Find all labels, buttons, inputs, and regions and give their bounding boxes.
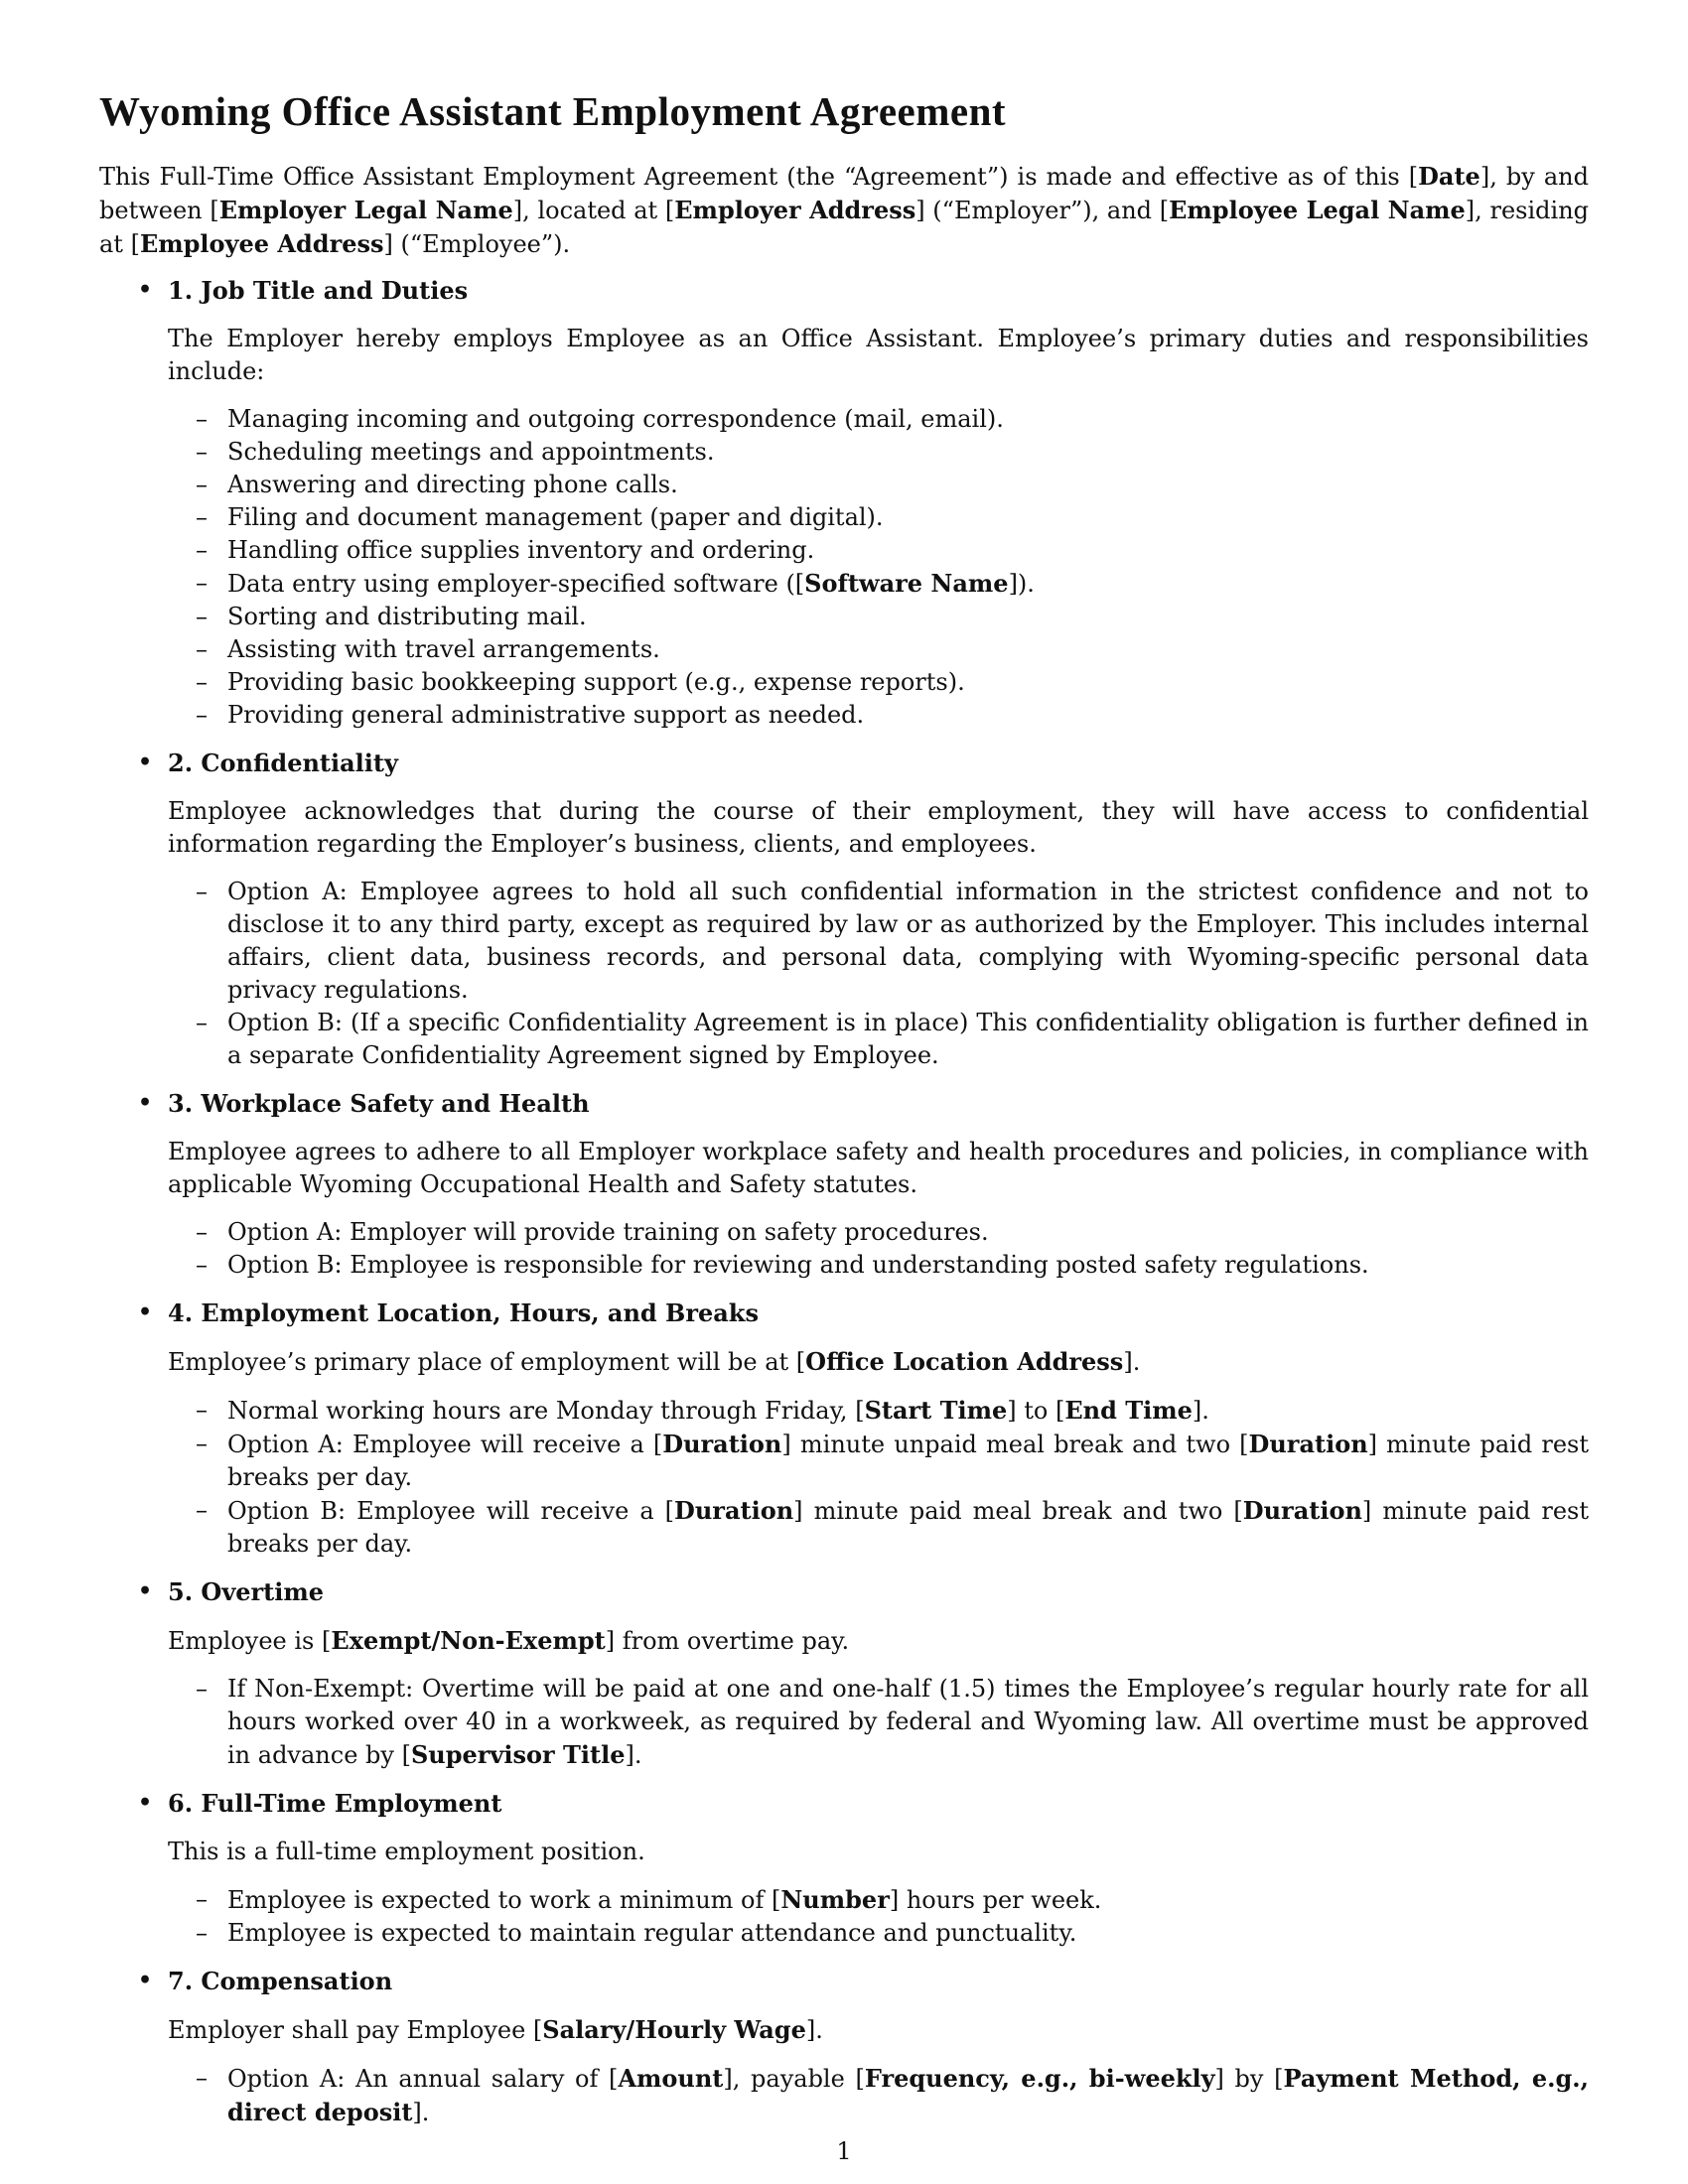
dash-icon: – (196, 701, 208, 729)
list-item (168, 1428, 1589, 1494)
section-title (138, 274, 1589, 307)
text-run: Managing incoming and outgoing correspondence (mail, email). (227, 405, 1004, 433)
section-title (138, 1965, 1589, 1997)
dash-icon: – (196, 1675, 208, 1703)
text-run: If Non-Exempt: Overtime will be paid at one and one-half (1.5) times the Employee’s regular hourly rate for all hours worked over 40 in a workweek, as required by federal and Wyoming law. All overtime must be approved in advance by [ (227, 1675, 1589, 1769)
sub-item-list (168, 1673, 1589, 1772)
placeholder-field: Exempt/Non-Exempt (331, 1626, 606, 1655)
text-run: This Full-Time Office Assistant Employment Agreement (the “Agreement”) is made and effective as of this [ (99, 163, 1419, 191)
placeholder-field: Employee Address (139, 229, 384, 258)
text-run: Employee is expected to maintain regular attendance and punctuality. (227, 1919, 1077, 1947)
text-run: Employee’s primary place of employment will be at [ (168, 1348, 806, 1376)
list-item (168, 534, 1589, 567)
text-run: Employee agrees to adhere to all Employer workplace safety and health procedures and policies, in compliance with applicable Wyoming Occupational Health and Safety statutes. (168, 1138, 1589, 1198)
dash-icon: – (196, 1251, 208, 1279)
text-run: Option B: Employee will receive a [ (227, 1497, 675, 1525)
section (99, 1787, 1589, 1950)
list-item (168, 501, 1589, 534)
sub-item-list (168, 1216, 1589, 1282)
placeholder-field: Duration (662, 1430, 782, 1458)
section-paragraph (168, 1345, 1589, 1379)
section-title-text: 5. Overtime (168, 1577, 325, 1606)
page-number: 1 (836, 2137, 852, 2165)
section-title (138, 1087, 1589, 1120)
dash-icon: – (196, 405, 208, 433)
text-run: ] minute paid rest breaks per day. (227, 1431, 1589, 1491)
section-title-text: 7. Compensation (168, 1967, 393, 1995)
text-run: ] minute paid rest breaks per day. (227, 1497, 1589, 1558)
list-item (168, 2062, 1589, 2129)
list-item (168, 1249, 1589, 1282)
dash-icon: – (196, 603, 208, 630)
sub-item-list (168, 876, 1589, 1072)
list-item (168, 567, 1589, 601)
sub-item-list (168, 1883, 1589, 1950)
placeholder-field: Start Time (864, 1396, 1008, 1425)
section-paragraph (168, 323, 1589, 388)
list-item (168, 601, 1589, 633)
text-run: Option B: (If a specific Confidentiality Agreement is in place) This confidentiality obligation is further defined in a separate Confidentiality Agreement signed by Employee. (227, 1009, 1589, 1069)
placeholder-field: Number (780, 1885, 890, 1914)
sub-item-list (168, 1394, 1589, 1561)
section-paragraph (168, 2013, 1589, 2047)
dash-icon: – (196, 1396, 208, 1424)
dash-icon: – (196, 471, 208, 498)
dash-icon: – (196, 569, 208, 597)
section-title (138, 1297, 1589, 1329)
dash-icon: – (196, 503, 208, 531)
list-item (168, 633, 1589, 666)
dash-icon: – (196, 1919, 208, 1947)
bullet-icon: • (138, 1790, 153, 1816)
dash-icon: – (196, 1430, 208, 1457)
section-title-text: 2. Confidentiality (168, 749, 398, 777)
list-item (168, 1883, 1589, 1917)
dash-icon: – (196, 1885, 208, 1913)
placeholder-field: Duration (674, 1496, 794, 1525)
section-paragraph (168, 1624, 1589, 1658)
bullet-icon: • (138, 1090, 153, 1116)
placeholder-field: Date (1418, 162, 1480, 191)
placeholder-field: Duration (1242, 1496, 1362, 1525)
list-item (168, 1494, 1589, 1561)
text-run: Answering and directing phone calls. (227, 471, 678, 498)
text-run: Filing and document management (paper and digital). (227, 503, 884, 531)
text-run: ] to [ (1007, 1397, 1065, 1425)
dash-icon: – (196, 1009, 208, 1036)
text-run: Option A: Employee agrees to hold all such confidential information in the strictest confidence and not to disclose it to any third party, except as required by law or as authorized by the Employer. This includes internal affairs, client data, business records, and personal data, complying with Wyoming-specific personal data privacy regulations. (227, 878, 1589, 1004)
dash-icon: – (196, 1218, 208, 1246)
text-run: ] minute paid meal break and two [ (793, 1497, 1243, 1525)
section (99, 1575, 1589, 1772)
list-item (168, 436, 1589, 469)
text-run: Option A: An annual salary of [ (227, 2065, 619, 2093)
list-item (168, 1917, 1589, 1950)
text-run: ], by and between [ (99, 163, 1589, 224)
text-run: Employee is [ (168, 1627, 332, 1655)
text-run: Providing general administrative support as needed. (227, 701, 865, 729)
text-run: ] from overtime pay. (605, 1627, 850, 1655)
sub-item-list (168, 2062, 1589, 2129)
text-run: ] minute unpaid meal break and two [ (781, 1431, 1249, 1458)
section-title-text: 4. Employment Location, Hours, and Breaks (168, 1298, 759, 1327)
text-run: Scheduling meetings and appointments. (227, 438, 715, 466)
section-title-text: 6. Full-Time Employment (168, 1789, 502, 1818)
text-run: ] (“Employee”). (383, 230, 571, 258)
section-title-text: 1. Job Title and Duties (168, 276, 469, 305)
section-title (138, 1787, 1589, 1820)
text-run: Providing basic bookkeeping support (e.g., expense reports). (227, 668, 965, 696)
placeholder-field: End Time (1064, 1396, 1193, 1425)
section-paragraph (168, 1136, 1589, 1201)
section (99, 1965, 1589, 2129)
text-run: ]). (1008, 570, 1035, 598)
placeholder-field: Frequency, e.g., bi-weekly (864, 2064, 1215, 2093)
text-run: ]. (625, 1741, 642, 1769)
list-item (168, 403, 1589, 436)
placeholder-field: Duration (1248, 1430, 1368, 1458)
text-run: Option A: Employer will provide training on safety procedures. (227, 1218, 989, 1246)
text-run: Option A: Employee will receive a [ (227, 1431, 663, 1458)
text-run: Employer shall pay Employee [ (168, 2016, 543, 2044)
bullet-icon: • (138, 1578, 153, 1604)
section (99, 1297, 1589, 1561)
text-run: Assisting with travel arrangements. (227, 635, 660, 663)
bullet-icon: • (138, 1968, 153, 1993)
text-run: ], payable [ (723, 2065, 865, 2093)
sections-list (99, 274, 1589, 2144)
list-item (168, 1007, 1589, 1072)
dash-icon: – (196, 878, 208, 905)
placeholder-field: Amount (618, 2064, 724, 2093)
dash-icon: – (196, 2064, 208, 2092)
placeholder-field: Supervisor Title (410, 1740, 626, 1769)
section (99, 747, 1589, 1072)
list-item (168, 1673, 1589, 1772)
text-run: Normal working hours are Monday through Friday, [ (227, 1397, 865, 1425)
section-title (138, 747, 1589, 779)
text-run: This is a full-time employment position. (168, 1838, 645, 1865)
placeholder-field: Salary/Hourly Wage (542, 2015, 806, 2044)
text-run: ]. (1123, 1348, 1141, 1376)
text-run: Option B: Employee is responsible for reviewing and understanding posted safety regulations. (227, 1251, 1369, 1279)
placeholder-field: Office Location Address (805, 1347, 1124, 1376)
text-run: ] (“Employer”), and [ (915, 197, 1170, 224)
section-title-text: 3. Workplace Safety and Health (168, 1089, 590, 1118)
bullet-icon: • (138, 750, 153, 775)
placeholder-field: Employer Legal Name (218, 196, 513, 224)
text-run: Sorting and distributing mail. (227, 603, 587, 630)
list-item (168, 666, 1589, 699)
text-run: ], located at [ (512, 197, 675, 224)
section (99, 1087, 1589, 1282)
list-item (168, 469, 1589, 501)
text-run: ]. (1192, 1397, 1209, 1425)
text-run: ]. (805, 2016, 823, 2044)
text-run: The Employer hereby employs Employee as an Office Assistant. Employee’s primary duties and responsibilities include: (168, 325, 1589, 385)
list-item (168, 876, 1589, 1007)
section-paragraph (168, 1836, 1589, 1868)
text-run: ], residing at [ (99, 197, 1590, 258)
section-title (138, 1575, 1589, 1608)
text-run: Employee acknowledges that during the course of their employment, they will have access to confidential information regarding the Employer’s business, clients, and employees. (168, 797, 1589, 858)
text-run: ]. (412, 2099, 430, 2126)
section-paragraph (168, 795, 1589, 861)
dash-icon: – (196, 438, 208, 466)
dash-icon: – (196, 635, 208, 663)
list-item (168, 1216, 1589, 1249)
placeholder-field: Employer Address (674, 196, 916, 224)
text-run: Employee is expected to work a minimum of [ (227, 1886, 781, 1914)
dash-icon: – (196, 536, 208, 564)
bullet-icon: • (138, 277, 153, 303)
intro-paragraph (99, 160, 1589, 261)
dash-icon: – (196, 668, 208, 696)
text-run: ] hours per week. (889, 1886, 1102, 1914)
placeholder-field: Employee Legal Name (1169, 196, 1466, 224)
placeholder-field: Software Name (804, 569, 1009, 598)
section (99, 274, 1589, 732)
text-run: Data entry using employer-specified software ([ (227, 570, 805, 598)
list-item (168, 1394, 1589, 1428)
bullet-icon: • (138, 1299, 153, 1325)
document-title: Wyoming Office Assistant Employment Agreement (99, 88, 1007, 134)
list-item (168, 699, 1589, 732)
sub-item-list (168, 403, 1589, 732)
placeholder-field: Payment Method, e.g., direct deposit (227, 2064, 1589, 2126)
text-run: Handling office supplies inventory and ordering. (227, 536, 815, 564)
dash-icon: – (196, 1496, 208, 1524)
text-run: ] by [ (1214, 2065, 1284, 2093)
